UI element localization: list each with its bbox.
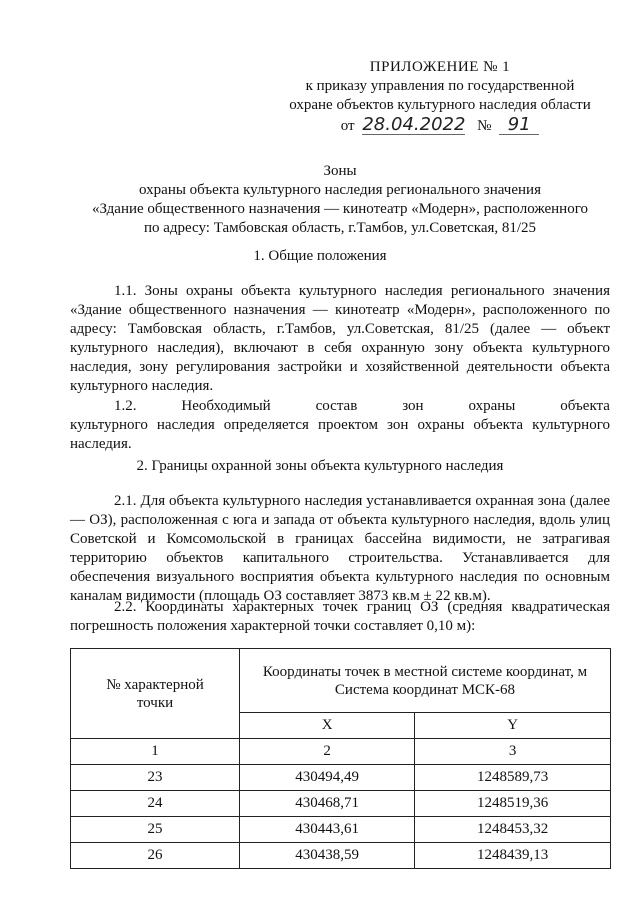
word: зон <box>402 398 424 414</box>
appendix-line-2: к приказу управления по государственной <box>305 78 575 94</box>
x-coordinate: 430468,71 <box>240 791 415 817</box>
handwritten-date: 28.04.2022 <box>362 114 466 135</box>
point-number: 24 <box>71 791 240 817</box>
word: охраны <box>468 398 516 414</box>
table-numbering-row <box>71 739 611 765</box>
title-line-2: охраны объекта культурного наследия регионального значения <box>139 182 541 198</box>
col-x-header: X <box>240 713 415 739</box>
handwritten-number: 91 <box>499 115 539 135</box>
paragraph-1-1: 1.1. Зоны охраны объекта культурного наследия регионального значения «Здание общественного назначения — кинотеатр «Модерн», расположенного по адресу: Тамбовская область, г.Тамбов, ул.Советская, 81/25 (далее — объект культурного наследия), включают в себя охранную зону объекта культурного наследия, зону регулирования застройки и хозяйственной деятельности объекта культурного наследия. <box>70 283 610 394</box>
paragraph-2-1: 2.1. Для объекта культурного наследия устанавливается охранная зона (далее — ОЗ), расположенная с юга и запада от объекта культурного наследия, вдоль улиц Советской и Комсомольской в границах бассейна видимости, не затрагивая территорию объектов капитального строительства. Устанавливается для обеспечения визуального восприятия объекта культурного наследия по основным каналам видимости (площадь ОЗ составляет 3873 кв.м ± 22 кв.м). <box>70 493 610 604</box>
coords-header <box>240 649 611 713</box>
y-coordinate: 1248453,32 <box>415 817 611 843</box>
paragraph-1-2-rest: культурного наследия определяется проектом зон охраны объекта культурного наследия. <box>70 417 610 452</box>
numbering-cell: 3 <box>415 739 611 765</box>
point-number: 25 <box>71 817 240 843</box>
section-1-heading: 1. Общие положения <box>253 248 387 264</box>
appendix-header <box>270 58 610 137</box>
y-coordinate: 1248519,36 <box>415 791 611 817</box>
point-number: 26 <box>71 843 240 869</box>
appendix-line-3: охране объектов культурного наследия области <box>289 97 591 113</box>
word: объекта <box>560 398 610 414</box>
document-title <box>70 162 610 238</box>
table-row <box>71 791 611 817</box>
appendix-date-line <box>270 115 610 137</box>
paragraph-1-2-first-line <box>70 397 610 416</box>
title-line-4: по адресу: Тамбовская область, г.Тамбов, ул.Советская, 81/25 <box>143 220 537 236</box>
table-header-row <box>71 649 611 713</box>
table-row <box>71 765 611 791</box>
date-prefix: от <box>340 118 355 134</box>
number-prefix: № <box>477 118 492 134</box>
word: Необходимый <box>181 398 271 414</box>
paragraph-2-2: 2.2. Координаты характерных точек границ ОЗ (средняя квадратическая погрешность положения характерной точки составляет 0,10 м): <box>70 599 610 634</box>
coords-header-line-2: Система координат МСК-68 <box>334 681 516 698</box>
numbering-cell: 2 <box>240 739 415 765</box>
appendix-title: ПРИЛОЖЕНИЕ № 1 <box>369 59 511 75</box>
col-y-header: Y <box>415 713 611 739</box>
x-coordinate: 430494,49 <box>240 765 415 791</box>
section-2-heading: 2. Границы охранной зоны объекта культурного наследия <box>136 458 504 474</box>
table-row <box>71 843 611 869</box>
numbering-cell: 1 <box>71 739 240 765</box>
col-point-label: № характерной точки <box>106 676 204 711</box>
table-row <box>71 817 611 843</box>
word: состав <box>315 398 358 414</box>
point-number: 23 <box>71 765 240 791</box>
word: 1.2. <box>114 398 137 414</box>
col-point-header <box>71 649 240 739</box>
x-coordinate: 430438,59 <box>240 843 415 869</box>
coordinates-table <box>70 648 611 869</box>
paragraph-1-2 <box>70 397 610 454</box>
coords-header-line-1: Координаты точек в местной системе координат, м <box>262 663 588 680</box>
title-line-3: «Здание общественного назначения — кинотеатр «Модерн», расположенного <box>92 201 588 217</box>
x-coordinate: 430443,61 <box>240 817 415 843</box>
title-line-1: Зоны <box>323 163 357 179</box>
y-coordinate: 1248439,13 <box>415 843 611 869</box>
y-coordinate: 1248589,73 <box>415 765 611 791</box>
